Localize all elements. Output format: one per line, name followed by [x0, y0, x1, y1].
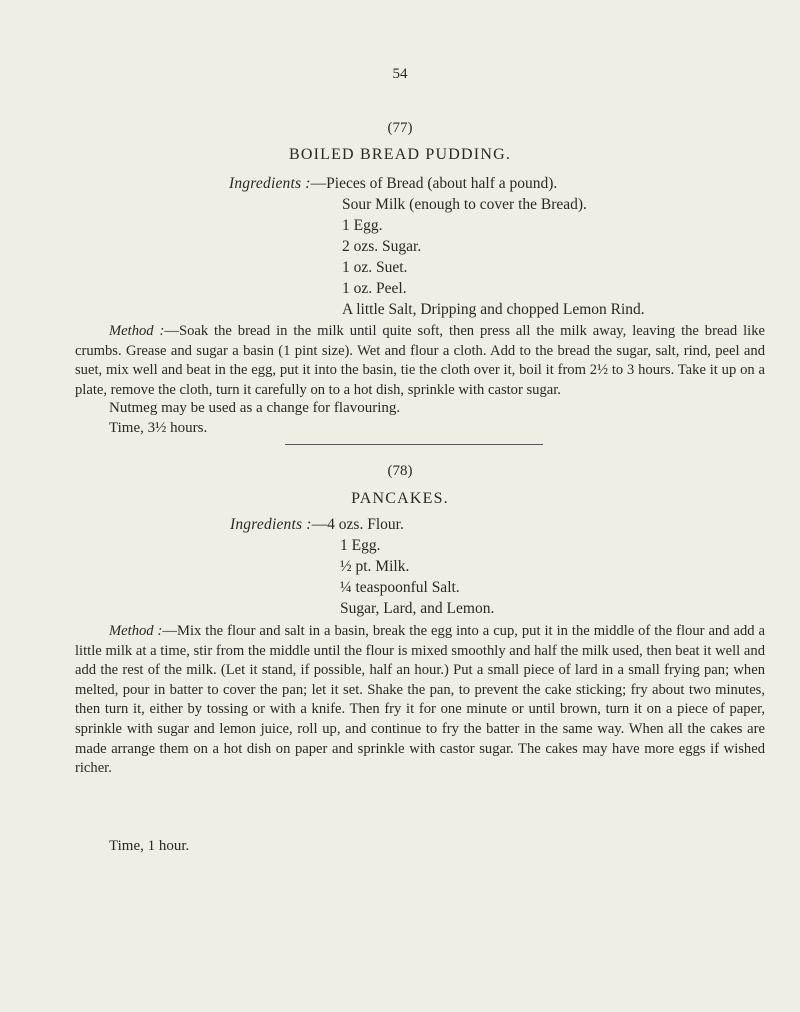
ingredient-line: ½ pt. Milk. — [340, 558, 410, 575]
method-label: Method : — [109, 323, 165, 339]
cooking-time: Time, 1 hour. — [109, 838, 190, 854]
section-divider — [285, 444, 543, 445]
recipe-title: PANCAKES. — [351, 490, 449, 507]
ingredients-heading — [229, 175, 557, 193]
ingredient-line: —Pieces of Bread (about half a pound). — [310, 175, 558, 192]
ingredient-line: 1 Egg. — [340, 537, 381, 554]
recipe-note: Nutmeg may be used as a change for flavouring. — [109, 400, 401, 416]
ingredient-line: 1 oz. Peel. — [342, 280, 407, 297]
ingredient-line: A little Salt, Dripping and chopped Lemon Rind. — [342, 301, 645, 318]
ingredient-line: —4 ozs. Flour. — [311, 516, 404, 533]
method-paragraph — [75, 322, 765, 400]
method-text: —Mix the flour and salt in a basin, break the egg into a cup, put it in the middle of the flour and add a little milk at a time, stir from the middle until the flour is mixed smoothly and half the milk used, then beat it well and add the rest of the milk. (Let it stand, if possible, half an hour.) Put a small piece of lard in a small frying pan; when melted, pour in batter to cover the pan; let it set. Shake the pan, to prevent the cake sticking; fry about two minutes, then turn it, either by tossing or with a knife. Then fry it for one minute or until brown, turn it on a piece of paper, sprinkle with sugar and lemon juice, roll up, and continue to fry the batter in the same way. When all the cakes are made arrange them on a hot dish on paper and sprinkle with castor sugar. The cakes may have more eggs if wished richer. — [75, 623, 765, 777]
ingredient-line: ¼ teaspoonful Salt. — [340, 579, 460, 596]
ingredient-line: 1 Egg. — [342, 217, 383, 234]
ingredients-label: Ingredients : — [229, 175, 311, 192]
recipe-number: (77) — [387, 120, 413, 136]
ingredients-heading — [230, 516, 404, 534]
method-label: Method : — [109, 623, 163, 639]
recipe-number: (78) — [387, 463, 413, 479]
method-text: —Soak the bread in the milk until quite soft, then press all the milk away, leaving the bread like crumbs. Grease and sugar a basin (1 pint size). Wet and flour a cloth. Add to the bread the sugar, salt, rind, peel and suet, mix well and beat in the egg, put it into the basin, tie the cloth over it, boil it from 2½ to 3 hours. Take it up on a plate, remove the cloth, turn it carefully on to a hot dish, sprinkle with castor sugar. — [75, 323, 766, 398]
ingredients-label: Ingredients : — [230, 516, 312, 533]
page-number: 54 — [392, 66, 408, 82]
ingredient-line: 2 ozs. Sugar. — [342, 238, 422, 255]
method-paragraph — [75, 622, 765, 779]
cooking-time: Time, 3½ hours. — [109, 420, 208, 436]
recipe-title: BOILED BREAD PUDDING. — [288, 146, 512, 163]
ingredient-line: Sugar, Lard, and Lemon. — [340, 600, 495, 617]
ingredient-line: 1 oz. Suet. — [342, 259, 408, 276]
ingredient-line: Sour Milk (enough to cover the Bread). — [342, 196, 587, 213]
